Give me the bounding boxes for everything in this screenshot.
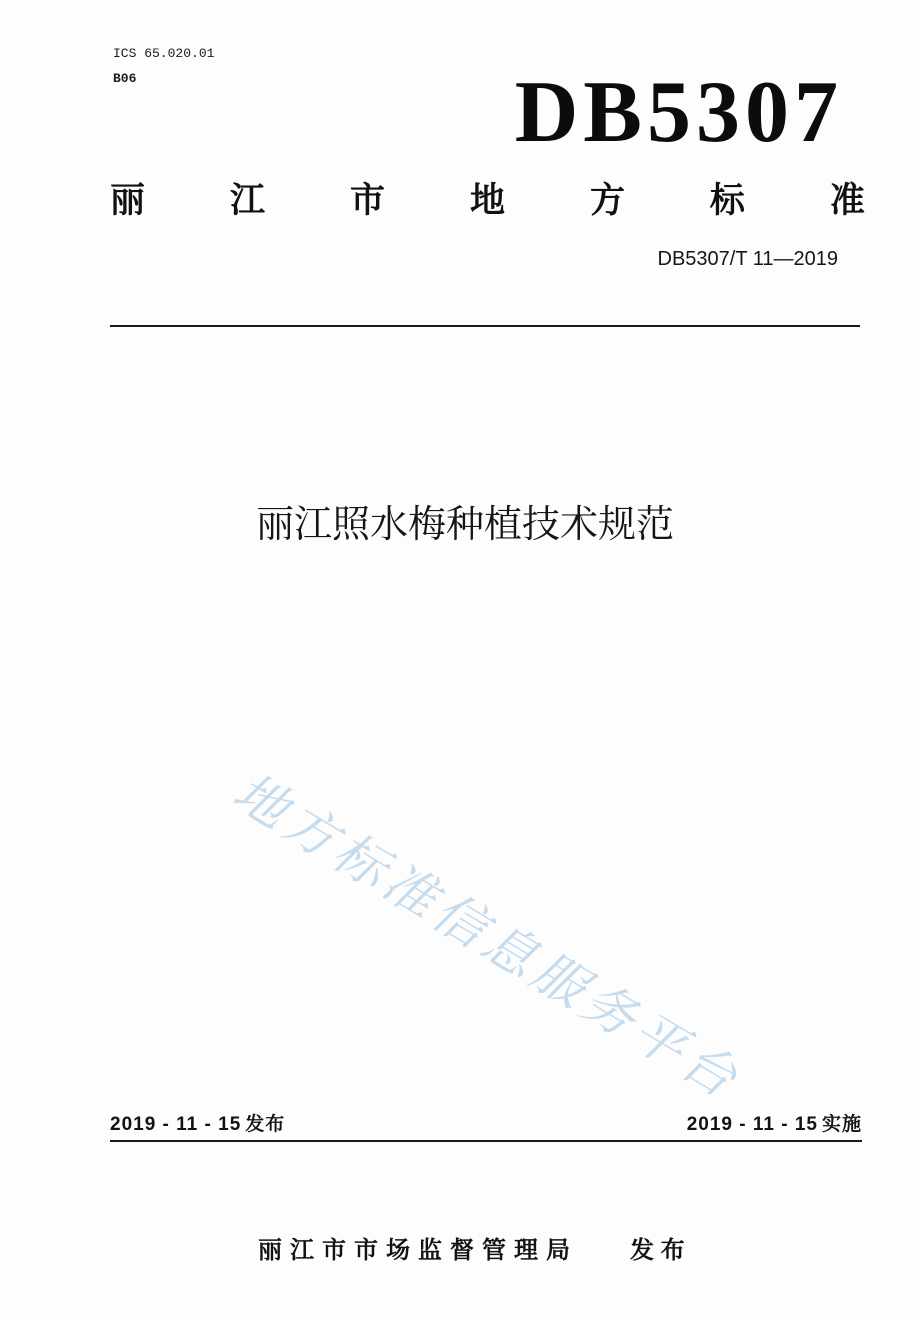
standard-type-char: 方 <box>589 180 625 220</box>
publish-date: 2019 - 11 - 15 <box>110 1114 242 1135</box>
implement-date: 2019 - 11 - 15 <box>686 1114 818 1135</box>
ics-code: ICS 65.020.01 <box>113 46 215 61</box>
issuer-name: 丽江市市场监督管理局 <box>258 1237 578 1264</box>
document-title: 丽江照水梅种植技术规范 <box>255 504 674 546</box>
standard-type-heading <box>110 180 865 220</box>
implement-label: 实施 <box>821 1114 862 1135</box>
standard-type-char: 地 <box>469 180 505 220</box>
implement-date-block <box>687 1112 862 1138</box>
standard-type-char: 标 <box>709 180 745 220</box>
standard-type-char: 丽 <box>110 180 146 220</box>
top-divider <box>110 325 860 327</box>
ccs-code: B06 <box>113 71 137 86</box>
publish-label: 发布 <box>245 1114 286 1135</box>
watermark: 地方标准信息服务平台 <box>223 762 751 1112</box>
dates-row <box>110 1112 862 1138</box>
publish-date-block <box>110 1112 285 1138</box>
standard-type-char: 市 <box>349 180 385 220</box>
bottom-divider <box>110 1140 862 1142</box>
issuer-action: 发 布 <box>630 1237 685 1264</box>
standard-type-char: 江 <box>229 180 265 220</box>
standard-number: DB5307/T 11—2019 <box>657 248 838 270</box>
standard-type-char: 准 <box>829 180 865 220</box>
standard-logo-code: DB5307 <box>514 64 843 161</box>
